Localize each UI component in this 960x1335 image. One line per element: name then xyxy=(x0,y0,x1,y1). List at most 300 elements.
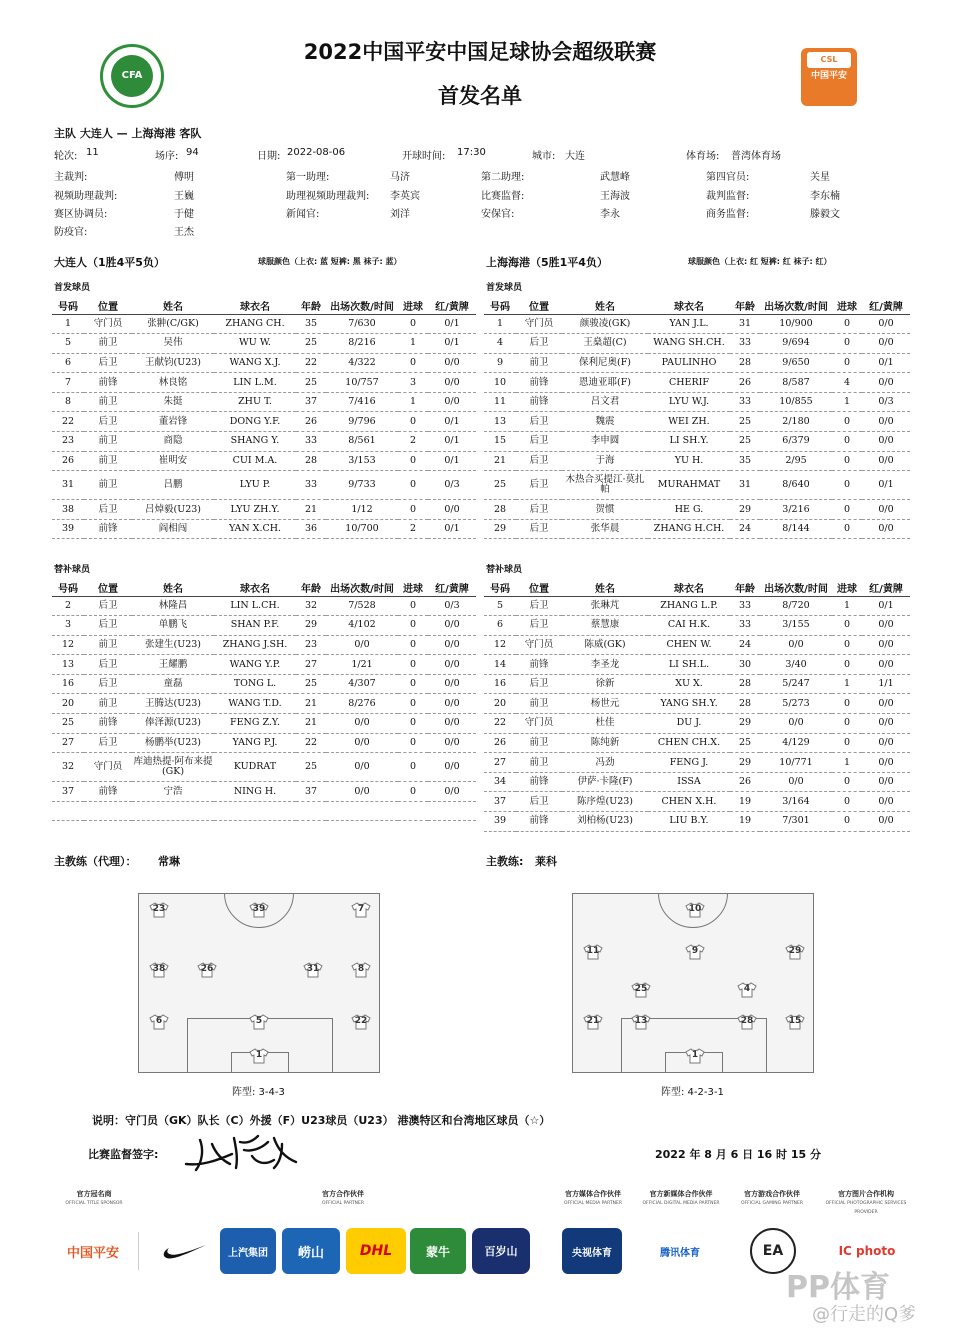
document-title: 2022中国平安中国足球协会超级联赛 xyxy=(303,40,657,64)
cards: 0/1 xyxy=(428,412,476,432)
official-label: 第一助理: xyxy=(286,172,330,183)
cards: 0/0 xyxy=(428,500,476,520)
shirt-name: CUI M.A. xyxy=(214,451,296,471)
appearances: 3/164 xyxy=(760,792,832,812)
appearances: 4/129 xyxy=(760,733,832,753)
away-coach-label: 主教练: xyxy=(486,855,524,868)
player-position: 后卫 xyxy=(516,596,562,616)
player-name: 张翀(C/GK) xyxy=(132,314,214,334)
shirt-name: DU J. xyxy=(648,714,730,734)
player-age xyxy=(296,801,326,821)
player-position: 后卫 xyxy=(516,792,562,812)
player-age: 25 xyxy=(296,674,326,694)
player-position: 前锋 xyxy=(84,519,132,539)
goals: 0 xyxy=(832,792,862,812)
player-age: 37 xyxy=(296,392,326,412)
player-age: 22 xyxy=(296,733,326,753)
player-name: 刘柏杨(U23) xyxy=(562,812,648,832)
appearances: 8/640 xyxy=(760,471,832,500)
table-row xyxy=(484,772,910,792)
player-number: 39 xyxy=(484,812,516,832)
appearances: 8/587 xyxy=(760,373,832,393)
player-number: 22 xyxy=(52,412,84,432)
player-number: 26 xyxy=(52,451,84,471)
cards: 0/0 xyxy=(428,392,476,412)
goals: 0 xyxy=(398,733,428,753)
player-shirt-icon xyxy=(583,944,603,960)
player-age: 33 xyxy=(296,432,326,452)
player-age: 35 xyxy=(296,314,326,334)
appearances: 0/0 xyxy=(326,635,398,655)
player-position: 前锋 xyxy=(516,772,562,792)
goals: 0 xyxy=(398,782,428,802)
table-row xyxy=(484,714,910,734)
shirt-name: ZHU T. xyxy=(214,392,296,412)
cctv-sports-logo: 央视体育 xyxy=(562,1228,622,1274)
player-number: 12 xyxy=(484,635,516,655)
teams-line: 主队 大连人 — 上海海港 客队 xyxy=(54,127,202,140)
shirt-number: 25 xyxy=(634,984,648,994)
player-name: 王腾达(U23) xyxy=(132,694,214,714)
player-position: 前卫 xyxy=(84,635,132,655)
sponsor-heading-cn: 官方图片合作机构 xyxy=(838,1190,894,1198)
player-number: 7 xyxy=(52,373,84,393)
official-label: 比赛监督: xyxy=(481,191,525,202)
goals: 0 xyxy=(832,432,862,452)
player-age: 25 xyxy=(296,373,326,393)
goals: 0 xyxy=(398,471,428,500)
shirt-name: ISSA xyxy=(648,772,730,792)
player-shirt-icon xyxy=(737,1014,757,1030)
goals: 0 xyxy=(832,519,862,539)
cards: 0/0 xyxy=(862,432,910,452)
player-name: 吴伟 xyxy=(132,334,214,354)
table-row xyxy=(484,471,910,500)
player-name: 木热合买提江·莫扎帕 xyxy=(562,471,648,500)
column-header: 出场次数/时间 xyxy=(326,298,398,314)
shirt-name: LI SH.Y. xyxy=(648,432,730,452)
cards: 0/1 xyxy=(862,471,910,500)
player-age: 37 xyxy=(296,782,326,802)
player-position: 前锋 xyxy=(84,714,132,734)
goals: 0 xyxy=(398,616,428,636)
player-age: 26 xyxy=(296,412,326,432)
player-name: 王燊超(C) xyxy=(562,334,648,354)
shirt-name: CHEN X.H. xyxy=(648,792,730,812)
player-position: 前锋 xyxy=(84,782,132,802)
player-name: 商隐 xyxy=(132,432,214,452)
shirt-number: 7 xyxy=(357,904,365,914)
player-position: 守门员 xyxy=(516,714,562,734)
column-header: 位置 xyxy=(84,298,132,314)
home-team-name: 大连人（1胜4平5负） xyxy=(54,256,165,269)
appearances: 3/216 xyxy=(760,500,832,520)
shirt-name: CHERIF xyxy=(648,373,730,393)
table-row xyxy=(484,655,910,675)
player-age: 21 xyxy=(296,694,326,714)
player-number: 29 xyxy=(484,519,516,539)
player-number: 37 xyxy=(52,782,84,802)
appearances: 0/0 xyxy=(326,733,398,753)
player-name: 崔明安 xyxy=(132,451,214,471)
table-row xyxy=(484,432,910,452)
cards: 0/0 xyxy=(428,373,476,393)
sponsor-heading xyxy=(553,1190,633,1208)
cards: 0/1 xyxy=(428,451,476,471)
player-position: 后卫 xyxy=(516,334,562,354)
away-subs-label: 替补球员 xyxy=(486,565,523,575)
supervisor-signature xyxy=(182,1130,302,1174)
column-header: 号码 xyxy=(484,298,516,314)
column-header: 姓名 xyxy=(562,580,648,596)
legend-note: 说明：守门员（GK）队长（C）外援（F）U23球员（U23） 港澳特区和台湾地区球员（☆） xyxy=(92,1114,551,1127)
appearances: 0/0 xyxy=(326,753,398,782)
player-shirt-icon xyxy=(249,1048,269,1064)
player-name: 保利尼奥(F) xyxy=(562,353,648,373)
player-age: 27 xyxy=(296,655,326,675)
shirt-name: YAN J.L. xyxy=(648,314,730,334)
player-position: 前卫 xyxy=(516,353,562,373)
column-header: 号码 xyxy=(52,298,84,314)
table-header-row xyxy=(484,298,910,314)
cards: 0/0 xyxy=(862,655,910,675)
goals: 1 xyxy=(832,674,862,694)
goals: 0 xyxy=(832,714,862,734)
player-age: 35 xyxy=(730,451,760,471)
goals: 0 xyxy=(398,596,428,616)
player-age: 25 xyxy=(730,412,760,432)
player-position: 前卫 xyxy=(84,432,132,452)
player-number: 20 xyxy=(484,694,516,714)
appearances: 1/21 xyxy=(326,655,398,675)
shirt-name: YANG P.J. xyxy=(214,733,296,753)
shirt-number: 9 xyxy=(691,946,699,956)
home-formation-pitch xyxy=(138,893,380,1073)
player-number: 6 xyxy=(484,616,516,636)
cards: 0/0 xyxy=(428,753,476,782)
shirt-number: 26 xyxy=(200,964,214,974)
shirt-name: HE G. xyxy=(648,500,730,520)
goals: 0 xyxy=(398,674,428,694)
appearances: 7/528 xyxy=(326,596,398,616)
column-header: 姓名 xyxy=(562,298,648,314)
player-name: 蔡慧康 xyxy=(562,616,648,636)
player-number: 22 xyxy=(484,714,516,734)
pingan-logo: 中国平安 xyxy=(66,1245,119,1261)
player-name: 林良铭 xyxy=(132,373,214,393)
official-label: 裁判监督: xyxy=(706,191,750,202)
goals: 0 xyxy=(832,812,862,832)
player-position: 前卫 xyxy=(516,733,562,753)
cards: 0/1 xyxy=(428,314,476,334)
player-name: 张琳芃 xyxy=(562,596,648,616)
csl-logo-top: CSL xyxy=(807,52,851,68)
away-formation: 阵型: 4-2-3-1 xyxy=(661,1087,724,1098)
player-shirt-icon xyxy=(631,1014,651,1030)
table-row xyxy=(52,432,476,452)
column-header: 进球 xyxy=(398,580,428,596)
goals: 1 xyxy=(832,596,862,616)
shirt-name: WANG X.J. xyxy=(214,353,296,373)
cards: 0/0 xyxy=(862,500,910,520)
player-name: 董岩锋 xyxy=(132,412,214,432)
shirt-number: 23 xyxy=(152,904,166,914)
column-header: 进球 xyxy=(832,298,862,314)
player-position: 后卫 xyxy=(84,616,132,636)
goals xyxy=(398,801,428,821)
goals: 0 xyxy=(832,635,862,655)
goals: 0 xyxy=(398,353,428,373)
official-value: 刘洋 xyxy=(390,209,410,220)
table-row xyxy=(52,471,476,500)
cards: 0/0 xyxy=(862,519,910,539)
player-age: 25 xyxy=(296,753,326,782)
goals: 0 xyxy=(398,635,428,655)
column-header: 球衣名 xyxy=(648,298,730,314)
appearances: 8/144 xyxy=(760,519,832,539)
player-name: 陈威(GK) xyxy=(562,635,648,655)
player-name: 吕焯毅(U23) xyxy=(132,500,214,520)
player-shirt-icon xyxy=(631,982,651,998)
sponsor-heading-cn: 官方新媒体合作伙伴 xyxy=(649,1190,713,1198)
signed-time: 2022 年 8 月 6 日 16 时 15 分 xyxy=(655,1148,822,1161)
appearances: 0/0 xyxy=(760,714,832,734)
player-age: 36 xyxy=(296,519,326,539)
official-value: 马济 xyxy=(390,172,410,183)
player-number: 15 xyxy=(484,432,516,452)
goals: 0 xyxy=(398,412,428,432)
shirt-name: SHANG Y. xyxy=(214,432,296,452)
cards: 0/3 xyxy=(428,471,476,500)
column-header: 出场次数/时间 xyxy=(760,298,832,314)
column-header: 年龄 xyxy=(296,298,326,314)
column-header: 位置 xyxy=(516,298,562,314)
official-label: 防疫官: xyxy=(54,227,88,238)
official-label: 新闻官: xyxy=(286,209,320,220)
shirt-number: 13 xyxy=(634,1016,648,1026)
goals: 0 xyxy=(398,500,428,520)
player-shirt-icon xyxy=(785,1014,805,1030)
goals: 0 xyxy=(832,655,862,675)
player-position: 前锋 xyxy=(516,392,562,412)
appearances: 7/416 xyxy=(326,392,398,412)
player-position: 前卫 xyxy=(84,694,132,714)
appearances: 10/855 xyxy=(760,392,832,412)
player-position: 后卫 xyxy=(516,674,562,694)
shirt-name: LYU P. xyxy=(214,471,296,500)
appearances xyxy=(326,801,398,821)
column-header: 球衣名 xyxy=(214,298,296,314)
player-shirt-icon xyxy=(303,962,323,978)
player-number: 28 xyxy=(484,500,516,520)
home-formation: 阵型: 3-4-3 xyxy=(232,1087,285,1098)
player-position: 前卫 xyxy=(84,334,132,354)
shirt-number: 31 xyxy=(306,964,320,974)
shirt-name: TONG L. xyxy=(214,674,296,694)
player-number: 14 xyxy=(484,655,516,675)
shirt-name: PAULINHO xyxy=(648,353,730,373)
shirt-name: LIN L.M. xyxy=(214,373,296,393)
goals: 0 xyxy=(832,733,862,753)
icphoto-logo: IC photo xyxy=(838,1244,896,1258)
table-row xyxy=(52,412,476,432)
player-number: 39 xyxy=(52,519,84,539)
away-starters-table xyxy=(484,298,910,539)
sponsor-heading-cn: 官方合作伙伴 xyxy=(322,1190,364,1198)
shirt-number: 28 xyxy=(740,1016,754,1026)
shirt-name: WU W. xyxy=(214,334,296,354)
player-shirt-icon xyxy=(785,944,805,960)
table-row xyxy=(52,353,476,373)
shirt-number: 4 xyxy=(743,984,751,994)
table-row xyxy=(484,733,910,753)
table-row xyxy=(52,373,476,393)
shirt-name: WEI ZH. xyxy=(648,412,730,432)
cards: 0/3 xyxy=(862,392,910,412)
player-number: 12 xyxy=(52,635,84,655)
kickoff-value: 17:30 xyxy=(457,147,486,158)
official-value: 李东楠 xyxy=(810,191,840,202)
cards: 0/3 xyxy=(428,596,476,616)
column-header: 出场次数/时间 xyxy=(760,580,832,596)
cards: 0/0 xyxy=(428,674,476,694)
shirt-number: 10 xyxy=(688,904,702,914)
watermark-handle: @行走的Q爹 xyxy=(812,1304,917,1325)
shirt-number: 22 xyxy=(354,1016,368,1026)
saic-logo: 上汽集团 xyxy=(220,1228,276,1274)
player-number: 2 xyxy=(52,596,84,616)
table-row xyxy=(484,694,910,714)
player-position: 后卫 xyxy=(84,674,132,694)
player-age: 19 xyxy=(730,792,760,812)
player-position: 后卫 xyxy=(516,616,562,636)
appearances: 8/720 xyxy=(760,596,832,616)
player-shirt-icon xyxy=(685,944,705,960)
column-header: 年龄 xyxy=(296,580,326,596)
appearances: 10/757 xyxy=(326,373,398,393)
goals: 3 xyxy=(398,373,428,393)
sponsor-heading xyxy=(816,1190,916,1217)
player-number: 32 xyxy=(52,753,84,782)
table-row xyxy=(484,792,910,812)
shirt-name: CHEN CH.X. xyxy=(648,733,730,753)
player-position: 前锋 xyxy=(516,812,562,832)
column-header: 进球 xyxy=(398,298,428,314)
cards: 0/0 xyxy=(428,694,476,714)
shirt-number: 39 xyxy=(252,904,266,914)
table-row xyxy=(484,451,910,471)
player-name: 贺惯 xyxy=(562,500,648,520)
official-value: 于健 xyxy=(174,209,194,220)
round-value: 11 xyxy=(86,147,99,158)
ganten-logo: 百岁山 xyxy=(472,1228,530,1274)
city-value: 大连 xyxy=(565,151,585,162)
appearances: 7/630 xyxy=(326,314,398,334)
away-subs-table xyxy=(484,580,910,832)
column-header: 红/黄牌 xyxy=(428,580,476,596)
player-age: 25 xyxy=(296,334,326,354)
player-position: 后卫 xyxy=(84,655,132,675)
cards: 0/0 xyxy=(862,412,910,432)
player-shirt-icon xyxy=(149,902,169,918)
goals: 0 xyxy=(832,353,862,373)
appearances: 4/102 xyxy=(326,616,398,636)
player-age: 33 xyxy=(730,596,760,616)
watermark-brand-text: 体育 xyxy=(829,1270,890,1305)
player-number: 10 xyxy=(484,373,516,393)
player-name: 宁浩 xyxy=(132,782,214,802)
away-starters-label: 首发球员 xyxy=(486,283,523,293)
goals: 2 xyxy=(398,519,428,539)
column-header: 位置 xyxy=(84,580,132,596)
player-number: 25 xyxy=(52,714,84,734)
table-row xyxy=(484,616,910,636)
column-header: 红/黄牌 xyxy=(862,298,910,314)
player-position: 前卫 xyxy=(84,471,132,500)
away-formation-pitch xyxy=(572,893,814,1073)
column-header: 出场次数/时间 xyxy=(326,580,398,596)
cards: 0/0 xyxy=(428,782,476,802)
goals: 0 xyxy=(832,334,862,354)
cards: 0/0 xyxy=(428,714,476,734)
player-age: 28 xyxy=(730,353,760,373)
table-row xyxy=(52,753,476,782)
table-row xyxy=(52,334,476,354)
player-number: 13 xyxy=(52,655,84,675)
official-label: 第二助理: xyxy=(481,172,525,183)
cards: 0/0 xyxy=(862,714,910,734)
csl-logo xyxy=(801,48,857,106)
shirt-name: DONG Y.F. xyxy=(214,412,296,432)
table-row xyxy=(52,519,476,539)
laoshan-logo: 崂山 xyxy=(282,1228,340,1274)
document-subtitle: 首发名单 xyxy=(438,84,522,108)
table-row xyxy=(52,616,476,636)
column-header: 年龄 xyxy=(730,298,760,314)
player-shirt-icon xyxy=(197,962,217,978)
player-shirt-icon xyxy=(249,902,269,918)
table-row xyxy=(484,812,910,832)
home-starters-table xyxy=(52,298,476,539)
player-age: 21 xyxy=(296,714,326,734)
player-number: 16 xyxy=(52,674,84,694)
cards: 0/1 xyxy=(428,334,476,354)
goals: 0 xyxy=(832,772,862,792)
official-value: 关星 xyxy=(810,172,830,183)
player-age: 29 xyxy=(730,500,760,520)
shirt-name: NING H. xyxy=(214,782,296,802)
player-age: 33 xyxy=(730,334,760,354)
player-number: 27 xyxy=(484,753,516,773)
player-position: 前锋 xyxy=(516,655,562,675)
appearances: 5/273 xyxy=(760,694,832,714)
player-shirt-icon xyxy=(149,962,169,978)
goals: 0 xyxy=(832,314,862,334)
goals: 4 xyxy=(832,373,862,393)
goals: 0 xyxy=(832,500,862,520)
player-number: 26 xyxy=(484,733,516,753)
ea-logo: EA xyxy=(750,1228,796,1274)
player-position: 后卫 xyxy=(84,596,132,616)
sponsor-heading xyxy=(732,1190,812,1208)
table-row xyxy=(52,674,476,694)
sponsor-heading-en: OFFICIAL MEDIA PARTNER xyxy=(564,1201,622,1206)
cfa-logo-text: CFA xyxy=(111,55,153,97)
table-row xyxy=(52,500,476,520)
away-team-name: 上海海港（5胜1平4负） xyxy=(486,256,608,269)
column-header: 姓名 xyxy=(132,298,214,314)
column-header: 号码 xyxy=(484,580,516,596)
